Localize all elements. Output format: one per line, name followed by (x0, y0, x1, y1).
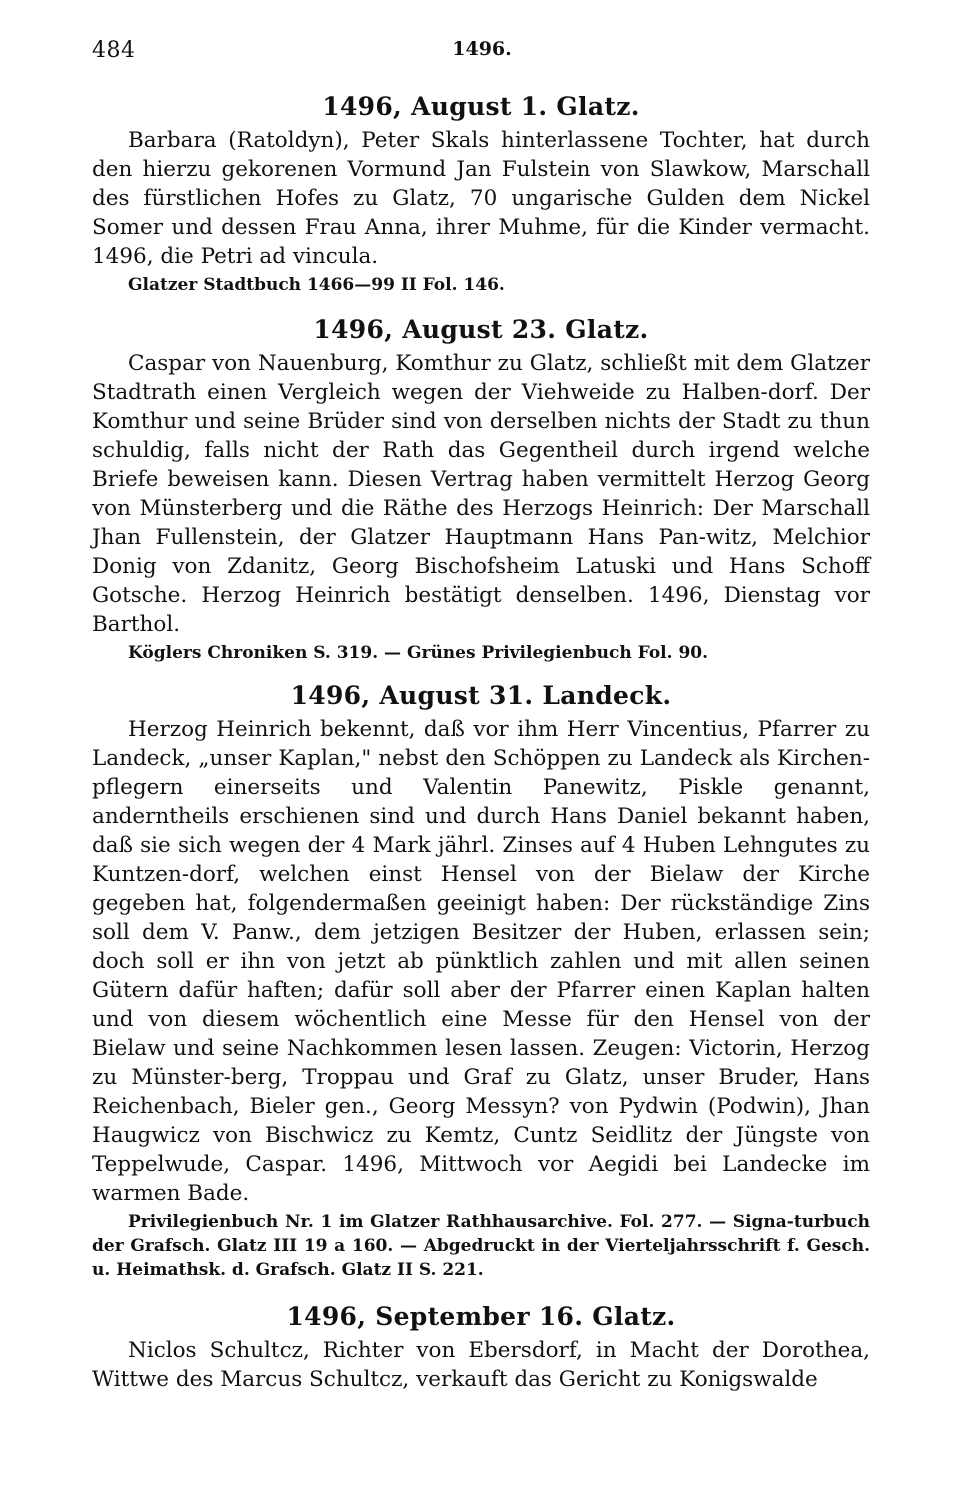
entry-text: Herzog Heinrich bekennt, daß vor ihm Herr Vincentius, Pfarrer zu Landeck, „unser Kaplan," nebst den Schöppen zu Landeck als Kirchen-pflegern einerseits und Valentin Panewitz, Piskle genannt, anderntheils erschienen sind und durch Hans Daniel bekannt haben, daß sie sich wegen der 4 Mark jährl. Zinses auf 4 Huben Lehngutes zu Kuntzen-dorf, welchen einst Hensel von der Bielaw der Kirche gegeben hat, folgendermaßen geeinigt haben: Der rückständige Zins soll dem V. Panw., dem jetzigen Besitzer der Huben, erlassen sein; doch soll er ihn von jetzt ab pünktlich zahlen und mit allen seinen Gütern dafür haften; dafür soll aber der Pfarrer einen Kaplan halten und von diesem wöchentlich eine Messe für den Hensel von der Bielaw und seine Nachkommen lesen lassen. Zeugen: Victorin, Herzog zu Münster-berg, Troppau und Graf zu Glatz, unser Bruder, Hans Reichenbach, Bieler gen., Georg Messyn? von Pydwin (Podwin), Jhan Haugwicz von Bischwicz zu Kemtz, Cuntz Seidlitz der Jüngste von Teppelwude, Caspar. 1496, Mittwoch vor Aegidi bei Landecke im warmen Bade. (92, 717, 870, 1206)
entry-text: Niclos Schultcz, Richter von Ebersdorf, in Macht der Dorothea, Wittwe des Marcus Schultcz, verkauft das Gericht zu Konigswalde (92, 1338, 870, 1392)
entry-source-citation: Köglers Chroniken S. 319. — Grünes Privilegienbuch Fol. 90. (128, 643, 709, 663)
page-number: 484 (92, 38, 136, 63)
entry-source-citation: Privilegienbuch Nr. 1 im Glatzer Rathhausarchive. Fol. 277. — Signa-turbuch der Grafsch. Glatz III 19 a 160. — Abgedruckt in der Vierteljahrsschrift f. Gesch. u. Heimathsk. d. Grafsch. Glatz II S. 221. (92, 1212, 870, 1280)
document-entry (92, 679, 870, 1282)
entry-text: Caspar von Nauenburg, Komthur zu Glatz, schließt mit dem Glatzer Stadtrath einen Vergleich wegen der Viehweide zu Halben-dorf. Der Komthur und seine Brüder sind von derselben nichts der Stadt zu thun schuldig, falls nicht der Rath das Gegentheil durch irgend welche Briefe beweisen kann. Diesen Vertrag haben vermittelt Herzog Georg von Münsterberg und die Räthe des Herzogs Heinrich: Der Marschall Jhan Fullenstein, der Glatzer Hauptmann Hans Pan-witz, Melchior Donig von Zdanitz, Georg Bischofsheim Latuski und Hans Schoff Gotsche. Herzog Heinrich bestätigt denselben. 1496, Dienstag vor Barthol. (92, 351, 870, 637)
running-head (92, 38, 872, 68)
entry-heading: 1496, September 16. Glatz. (286, 1302, 676, 1331)
entry-text: Barbara (Ratoldyn), Peter Skals hinterlassene Tochter, hat durch den hierzu gekorenen Vormund Jan Fulstein von Slawkow, Marschall des fürstlichen Hofes zu Glatz, 70 ungarische Gulden dem Nickel Somer und dessen Frau Anna, ihrer Muhme, für die Kinder vermacht. 1496, die Petri ad vincula. (92, 128, 870, 269)
document-entry (92, 1300, 870, 1394)
document-entry (92, 90, 870, 297)
entry-heading: 1496, August 1. Glatz. (322, 92, 640, 121)
entry-heading: 1496, August 31. Landeck. (290, 681, 672, 710)
entry-heading: 1496, August 23. Glatz. (313, 315, 649, 344)
page-content (92, 90, 870, 1394)
document-entry (92, 313, 870, 665)
entry-source-citation: Glatzer Stadtbuch 1466—99 II Fol. 146. (128, 275, 505, 295)
running-head-year: 1496. (452, 38, 512, 60)
